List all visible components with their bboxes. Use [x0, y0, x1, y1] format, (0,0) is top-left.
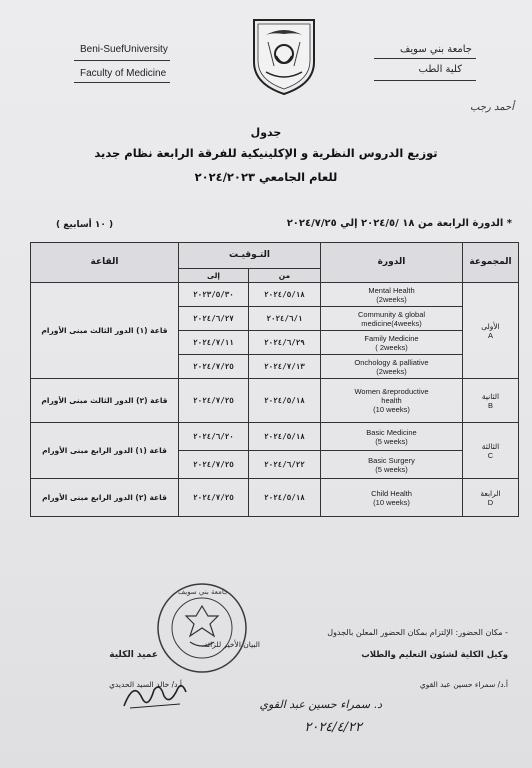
- course-duration: (10 weeks): [373, 497, 410, 507]
- dean-signature: [120, 676, 190, 712]
- vice-dean-name: أ.د/ سمراء حسين عبد القوي: [419, 680, 508, 689]
- course-name: Community & global: [357, 309, 426, 319]
- doc-title-schedule: جدول: [250, 126, 282, 139]
- header-timing: التـوقيـت: [179, 243, 321, 269]
- date-to: ٢٠٢٤/٧/٢٥: [179, 451, 249, 479]
- table-row: [31, 423, 519, 451]
- table-row: [31, 283, 519, 307]
- course-duration: (2weeks): [376, 294, 407, 304]
- header-underline: [74, 60, 170, 61]
- course-duration: (5 weeks): [375, 436, 408, 446]
- hall-cell: قاعة (١) الدور الرابع مبنى الأورام: [31, 423, 179, 479]
- date-from: ٢٠٢٤/٥/١٨: [249, 423, 321, 451]
- faculty-name-ar: كلية الطب: [418, 64, 462, 75]
- table-row: [31, 479, 519, 517]
- date-from: ٢٠٢٤/٥/١٨: [249, 479, 321, 517]
- date-to: ٢٠٢٤/٧/١١: [179, 331, 249, 355]
- group-name: الأولى: [481, 321, 500, 331]
- course-cell: [321, 307, 463, 331]
- date-to: ٢٠٢٤/٧/٢٥: [179, 355, 249, 379]
- date-from: ٢٠٢٤/٦/١: [249, 307, 321, 331]
- date-from: ٢٠٢٤/٦/٢٢: [249, 451, 321, 479]
- group-letter: B: [487, 400, 493, 410]
- group-letter: A: [487, 330, 493, 340]
- group-name: الرابعة: [480, 488, 501, 498]
- header-group: المجموعة: [463, 243, 519, 283]
- university-name-ar: جامعة بني سويف: [400, 44, 472, 55]
- date-to: ٢٠٢٤/٧/٢٥: [179, 379, 249, 423]
- course-duration: ( 2weeks): [375, 342, 408, 352]
- header-underline: [374, 80, 476, 81]
- course-name: Mental Health: [368, 285, 415, 295]
- group-letter: C: [487, 450, 494, 460]
- course-cell: [321, 423, 463, 451]
- schedule-table: [30, 242, 519, 517]
- date-from: ٢٠٢٤/٥/١٨: [249, 283, 321, 307]
- header-underline: [374, 58, 476, 59]
- attendance-note: - مكان الحضور: الإلتزام بمكان الحضور المعلن بالجدول: [327, 628, 508, 637]
- course-duration: (10 weeks): [373, 405, 410, 414]
- course-duration: medicine(4weeks): [361, 318, 422, 328]
- course-cell: [321, 283, 463, 307]
- course-cell: [321, 355, 463, 379]
- course-cell: [321, 451, 463, 479]
- header-course: الدورة: [321, 243, 463, 283]
- group-cell: [463, 379, 519, 423]
- course-name: Family Medicine: [364, 333, 419, 343]
- date-to: ٢٠٢٤/٦/٢٧: [179, 307, 249, 331]
- course-name: Women &reproductive: [354, 387, 429, 396]
- group-name: الثانية: [481, 391, 500, 401]
- course-duration: (2weeks): [376, 366, 407, 376]
- round-label: * الدورة الرابعة من ١٨ /٢٠٢٤/٥ إلي ٢٠٢٤/٧/٢٥: [286, 218, 512, 229]
- course-name: Basic Surgery: [368, 455, 415, 465]
- date-to: ٢٠٢٣/٥/٣٠: [179, 283, 249, 307]
- university-logo: [246, 16, 322, 96]
- faculty-name-en: Faculty of Medicine: [80, 68, 167, 79]
- course-duration: (5 weeks): [375, 464, 408, 474]
- round-duration: ( ١٠ أسابيع ): [56, 220, 114, 230]
- course-cell: [321, 379, 463, 423]
- doc-title-year: للعام الجامعي ٢٠٢٤/٢٠٢٣: [194, 170, 338, 184]
- hall-cell: قاعة (٢) الدور الثالث مبنى الأورام: [31, 379, 179, 423]
- course-name: Onchology & palliative: [354, 357, 429, 367]
- date-from: ٢٠٢٤/٥/١٨: [249, 379, 321, 423]
- university-name-en: Beni-SuefUniversity: [80, 44, 168, 55]
- header-hall: القاعة: [31, 243, 179, 283]
- date-from: ٢٠٢٤/٦/٢٩: [249, 331, 321, 355]
- header-underline: [74, 82, 170, 83]
- stamp-text: جامعة بني سويف: [178, 588, 229, 596]
- group-cell: [463, 283, 519, 379]
- group-letter: D: [487, 497, 494, 507]
- course-name: Child Health: [371, 488, 412, 498]
- handwritten-name: أحمد رجب: [470, 102, 514, 113]
- signature-date: ٢٠٢٤/٤/٢٢: [304, 720, 362, 735]
- vice-dean-title: وكيل الكلية لشئون التعليم والطلاب: [361, 650, 508, 660]
- hall-cell: قاعة (١) الدور الثالث مبنى الأورام: [31, 283, 179, 379]
- date-to: ٢٠٢٤/٦/٢٠: [179, 423, 249, 451]
- date-from: ٢٠٢٤/٧/١٣: [249, 355, 321, 379]
- course-cell: [321, 331, 463, 355]
- dean-name: أ.د/ خالد السيد الحديدي: [109, 680, 182, 689]
- group-cell: [463, 479, 519, 517]
- doc-title-main: توزيع الدروس النظرية و الإكلينيكية للفرقة الرابعة نظام جديد: [94, 146, 438, 160]
- dean-title: عميد الكلية: [109, 650, 158, 660]
- vice-dean-signature: د. سمراء حسين عبد القوي: [259, 698, 382, 711]
- table-row: [31, 379, 519, 423]
- date-to: ٢٠٢٤/٧/٢٥: [179, 479, 249, 517]
- course-cell: [321, 479, 463, 517]
- hall-cell: قاعة (٢) الدور الرابع مبنى الأورام: [31, 479, 179, 517]
- course-name: Basic Medicine: [366, 427, 417, 437]
- header-to: إلى: [179, 269, 249, 283]
- group-cell: [463, 423, 519, 479]
- group-name: الثالثة: [481, 441, 500, 451]
- note-continued: البيان الأخير للزائد.: [201, 640, 260, 649]
- header-from: من: [249, 269, 321, 283]
- course-name-cont: health: [381, 396, 402, 405]
